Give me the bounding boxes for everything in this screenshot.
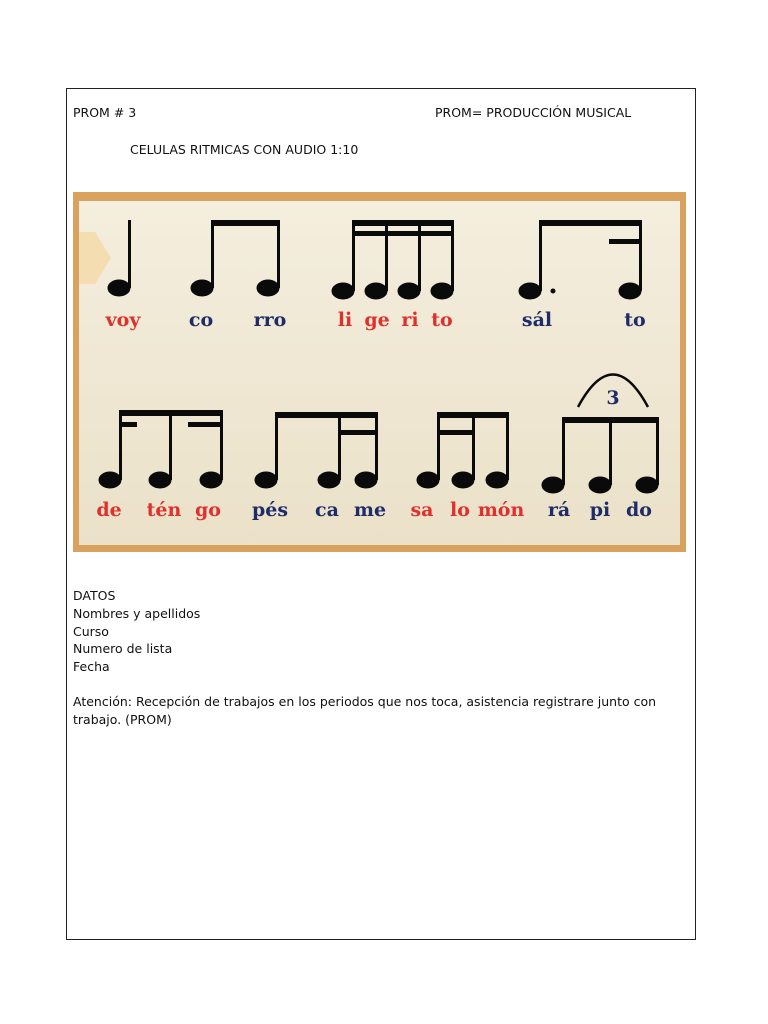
syllable-label: voy <box>105 309 141 331</box>
note-head <box>398 283 420 299</box>
note-stem <box>506 412 509 480</box>
syllable-label: sál <box>521 309 553 331</box>
note-beam <box>609 239 642 244</box>
note-beam <box>119 422 137 427</box>
note-beam <box>211 220 280 226</box>
note-beam <box>352 220 454 226</box>
syllable-label: sa <box>410 499 434 521</box>
note-stem <box>656 417 659 485</box>
note-head <box>431 283 453 299</box>
note-head <box>486 472 508 488</box>
note-head <box>417 472 439 488</box>
note-head <box>255 472 277 488</box>
note-stem <box>220 410 223 480</box>
note-beam <box>437 430 475 435</box>
note-head <box>619 283 641 299</box>
note-head <box>636 477 658 493</box>
syllable-label: rá <box>547 499 571 521</box>
attention-note: Atención: Recepción de trabajos en los periodos que nos toca, asistencia registrare junto con trabajo. (PROM) <box>73 694 657 727</box>
note-head <box>355 472 377 488</box>
syllable-label: tén <box>146 499 182 521</box>
note-stem <box>277 220 280 288</box>
note-stem <box>119 410 122 480</box>
syllable-label: rro <box>253 309 287 331</box>
note-beam <box>338 430 378 435</box>
note-stem <box>275 412 278 480</box>
board-inner <box>79 201 680 545</box>
note-head <box>589 477 611 493</box>
syllable-label: to <box>431 309 453 331</box>
header-right: PROM= PRODUCCIÓN MUSICAL <box>435 105 632 120</box>
syllable-label: do <box>626 499 652 521</box>
note-beam <box>275 412 378 418</box>
note-stem <box>539 220 542 291</box>
syllable-label: co <box>188 309 214 331</box>
note-head <box>99 472 121 488</box>
syllable-label: go <box>195 499 221 521</box>
note-head <box>257 280 279 296</box>
datos-title: DATOS <box>73 588 116 603</box>
note-beam <box>352 231 454 236</box>
note-stem <box>609 417 612 485</box>
datos-section <box>73 587 200 676</box>
syllable-label: ca <box>315 499 339 521</box>
note-stem <box>418 220 421 291</box>
syllable-label: ri <box>401 309 419 331</box>
note-beam <box>562 417 659 423</box>
note-head <box>200 472 222 488</box>
note-beam <box>437 412 509 418</box>
syllable-label: pés <box>251 499 289 521</box>
note-head <box>452 472 474 488</box>
note-stem <box>472 412 475 480</box>
syllable-label: de <box>96 499 122 521</box>
datos-field: Nombres y apellidos <box>73 605 201 621</box>
note-beam <box>539 220 642 226</box>
note-stem <box>562 417 565 485</box>
note-stem <box>352 220 355 291</box>
note-stem <box>211 220 214 288</box>
note-stem <box>338 412 341 480</box>
note-head <box>318 472 340 488</box>
note-stem <box>385 220 388 291</box>
note-stem <box>169 410 172 480</box>
syllable-label: me <box>353 499 387 521</box>
header-left: PROM # 3 <box>73 105 137 120</box>
note-head <box>365 283 387 299</box>
note-stem <box>437 412 440 480</box>
note-stem <box>639 220 642 291</box>
note-stem <box>128 220 131 288</box>
datos-field: Numero de lista <box>73 641 173 657</box>
rhythm-cells-image <box>73 192 686 552</box>
note-head <box>542 477 564 493</box>
note-beam <box>119 410 223 416</box>
datos-field: Curso <box>73 623 109 639</box>
note-head <box>108 280 130 296</box>
syllable-label: pi <box>589 499 611 521</box>
note-head <box>519 283 541 299</box>
triplet-number: 3 <box>606 387 620 409</box>
note-head <box>149 472 171 488</box>
syllable-label: ge <box>364 309 390 331</box>
note-dot <box>551 289 556 294</box>
note-stem <box>375 412 378 480</box>
syllable-label: lo <box>450 499 470 521</box>
datos-field: Fecha <box>73 659 110 675</box>
rhythm-cells-figure <box>73 192 686 552</box>
subtitle: CELULAS RITMICAS CON AUDIO 1:10 <box>130 142 359 157</box>
note-head <box>191 280 213 296</box>
note-head <box>332 283 354 299</box>
note-stem <box>451 220 454 291</box>
note-beam <box>188 422 223 427</box>
syllable-label: món <box>477 499 525 521</box>
syllable-label: li <box>337 309 353 331</box>
syllable-label: to <box>624 309 646 331</box>
